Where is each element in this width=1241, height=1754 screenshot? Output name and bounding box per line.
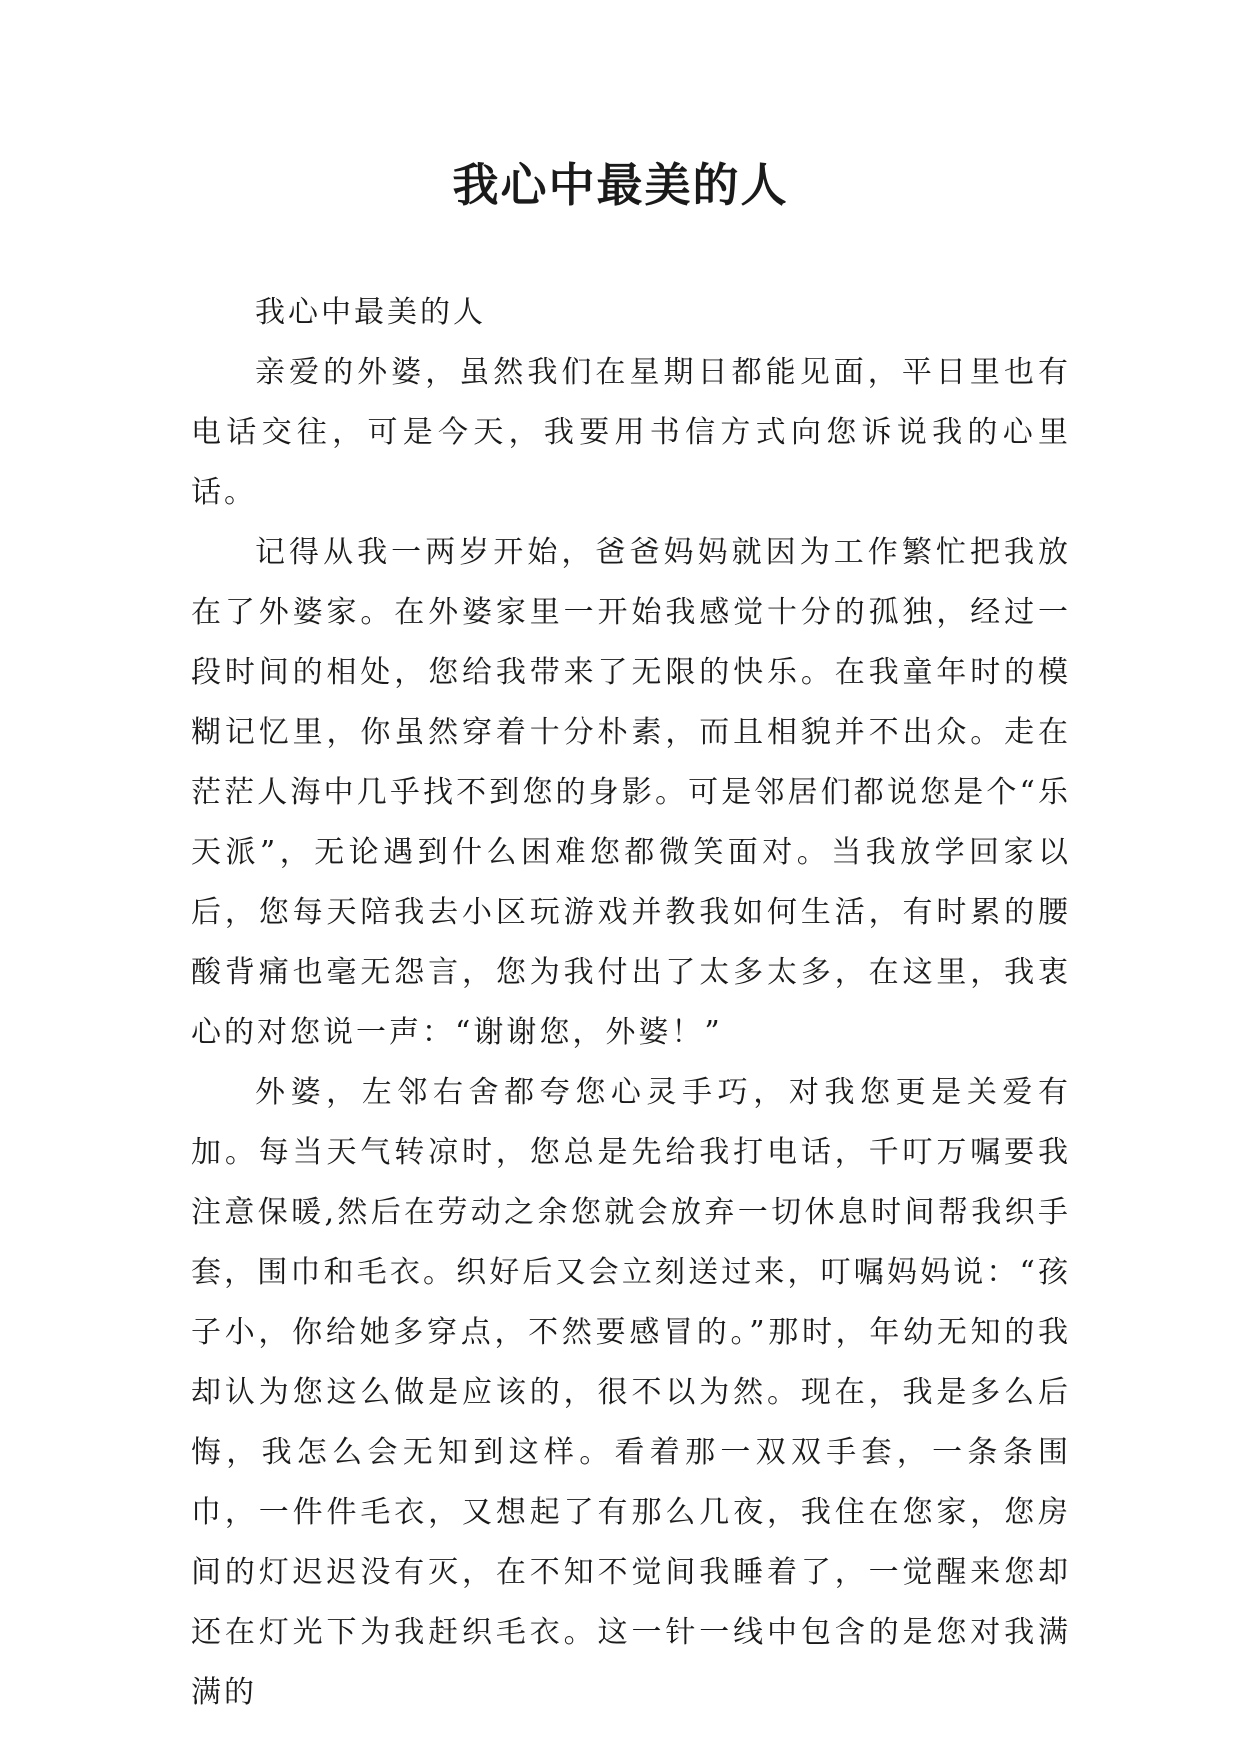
paragraph-subtitle: 我心中最美的人 — [255, 295, 486, 330]
document-body — [191, 283, 1071, 1723]
paragraph: 亲爱的外婆，虽然我们在星期日都能见面，平日里也有电话交往，可是今天，我要用书信方式向您诉说我的心里话。 — [191, 355, 1071, 510]
document-title: 我心中最美的人 — [452, 158, 789, 212]
paragraph: 记得从我一两岁开始，爸爸妈妈就因为工作繁忙把我放在了外婆家。在外婆家里一开始我感觉十分的孤独，经过一段时间的相处，您给我带来了无限的快乐。在我童年时的模糊记忆里，你虽然穿着十分朴素，而且相貌并不出众。走在茫茫人海中几乎找不到您的身影。可是邻居们都说您是个“乐天派”，无论遇到什么困难您都微笑面对。当我放学回家以后，您每天陪我去小区玩游戏并教我如何生活，有时累的腰酸背痛也毫无怨言，您为我付出了太多太多，在这里，我衷心的对您说一声：“谢谢您，外婆！” — [191, 535, 1071, 1050]
paragraph: 外婆，左邻右舍都夸您心灵手巧，对我您更是关爱有加。每当天气转凉时，您总是先给我打电话，千叮万嘱要我注意保暖,然后在劳动之余您就会放弃一切休息时间帮我织手套，围巾和毛衣。织好后又会立刻送过来，叮嘱妈妈说：“孩子小，你给她多穿点，不然要感冒的。”那时，年幼无知的我却认为您这么做是应该的，很不以为然。现在，我是多么后悔，我怎么会无知到这样。看着那一双双手套，一条条围巾，一件件毛衣，又想起了有那么几夜，我住在您家，您房间的灯迟迟没有灭，在不知不觉间我睡着了，一觉醒来您却还在灯光下为我赶织毛衣。这一针一线中包含的是您对我满满的 — [191, 1075, 1071, 1710]
